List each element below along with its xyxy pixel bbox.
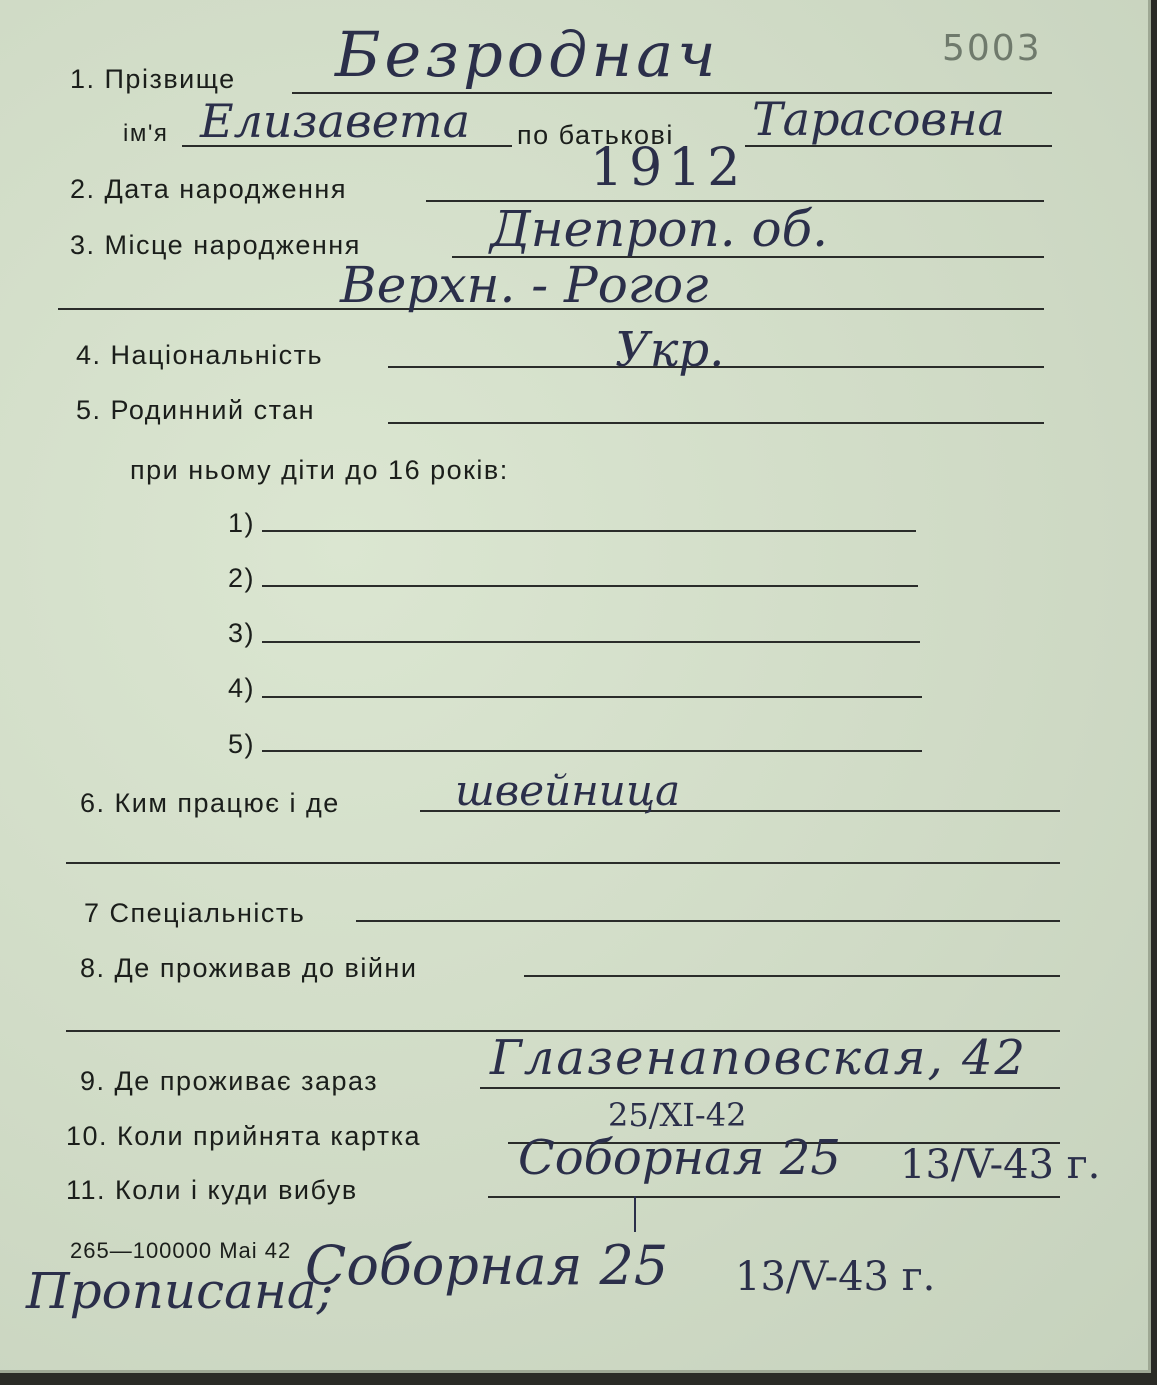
child-line	[262, 696, 922, 698]
child-number: 4)	[228, 673, 256, 703]
marital-status-label: 5. Родинний стан	[76, 395, 316, 425]
prewar-address-label: 8. Де проживав до війни	[80, 953, 418, 983]
surname-label: 1. Прізвище	[70, 64, 236, 94]
left-label: 11. Коли і куди вибув	[66, 1175, 358, 1205]
child-number: 5)	[228, 729, 256, 759]
footer-note-date: 13/V-43 г.	[735, 1254, 936, 1300]
birth-date-label: 2. Дата народження	[70, 174, 347, 204]
card-date-value: 25/XI-42	[608, 1096, 747, 1134]
child-number: 2)	[228, 563, 256, 593]
current-address-value: Глазенаповская, 42	[490, 1030, 1028, 1086]
left-line	[488, 1196, 1060, 1198]
specialty-line	[356, 920, 1060, 922]
print-code: 265—100000 Mai 42	[70, 1238, 292, 1263]
birth-place-value-1: Днепроп. об.	[490, 200, 828, 258]
child-line	[262, 585, 918, 587]
archive-number: 5003	[942, 28, 1042, 69]
current-address-label: 9. Де проживає зараз	[80, 1066, 379, 1096]
current-address-line	[480, 1087, 1060, 1089]
nationality-value: Укр.	[615, 322, 725, 378]
work-label: 6. Ким працює і де	[80, 788, 340, 818]
footer-note-place: Соборная 25	[305, 1234, 669, 1297]
marital-status-line	[388, 422, 1044, 424]
patronymic-label: по батькові	[517, 120, 674, 150]
nationality-label: 4. Національність	[76, 340, 324, 370]
footer-note-label: Прописана;	[26, 1262, 334, 1320]
child-line	[262, 530, 916, 532]
child-line	[262, 641, 920, 643]
specialty-label: 7 Спеціальність	[84, 898, 306, 928]
card-date-label: 10. Коли прийнята картка	[66, 1121, 422, 1151]
work-line-2	[66, 862, 1060, 864]
left-date-value: 13/V-43 г.	[900, 1142, 1101, 1188]
children-label: при ньому діти до 16 років:	[130, 455, 509, 485]
first-name-value: Елизавета	[200, 94, 471, 148]
child-number: 3)	[228, 618, 256, 648]
patronymic-value: Тарасовна	[752, 92, 1005, 146]
prewar-address-line-1	[524, 975, 1060, 977]
pen-stroke	[634, 1196, 636, 1232]
child-number: 1)	[228, 508, 256, 538]
surname-value: Безроднач	[335, 18, 720, 91]
birth-place-label: 3. Місце народження	[70, 230, 361, 260]
birth-place-value-2: Верхн. - Рогог	[340, 256, 709, 314]
child-line	[262, 750, 922, 752]
first-name-label: ім'я	[123, 120, 169, 147]
work-value: швейница	[455, 766, 681, 815]
left-place-value: Соборная 25	[518, 1130, 841, 1186]
birth-date-value: 1912	[590, 138, 747, 198]
